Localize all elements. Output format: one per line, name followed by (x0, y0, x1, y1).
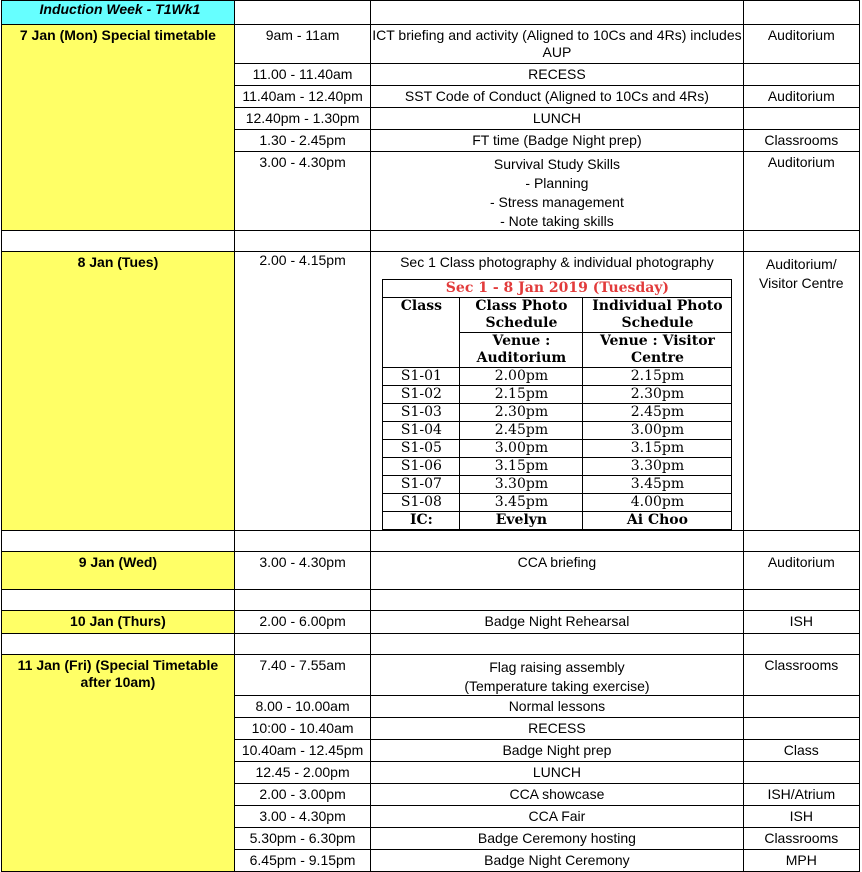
day-label-tue: 8 Jan (Tues) (2, 252, 235, 531)
activity-cell: Badge Night prep (371, 740, 743, 762)
venue-cell: Auditorium (743, 152, 859, 231)
venue-cell: Classrooms (743, 655, 859, 696)
time-cell: 2.00 - 4.15pm (234, 252, 370, 531)
time-cell: 10:00 - 10.40am (234, 718, 370, 740)
photo-col-class: Class (383, 298, 460, 368)
venue-cell: Auditorium (743, 552, 859, 590)
activity-line: - Note taking skills (500, 213, 614, 229)
activity-line: Survival Study Skills (493, 156, 620, 172)
time-cell: 8.00 - 10.00am (234, 696, 370, 718)
activity-cell: CCA briefing (371, 552, 743, 590)
day-label-mon: 7 Jan (Mon) Special timetable (2, 25, 235, 231)
venue-cell (743, 718, 859, 740)
photo-venue-individual: Venue : Visitor Centre (583, 333, 732, 368)
activity-cell: CCA showcase (371, 784, 743, 806)
time-cell: 9am - 11am (234, 25, 370, 64)
table-row (2, 252, 860, 531)
activity-line: - Stress management (490, 194, 624, 210)
photo-row: S1-06 3.15pm 3.30pm (383, 458, 732, 476)
venue-cell: ISH/Atrium (743, 784, 859, 806)
time-cell: 11.00 - 11.40am (234, 64, 370, 86)
header-row (2, 1, 860, 25)
photo-row: S1-01 2.00pm 2.15pm (383, 368, 732, 386)
day-label-wed: 9 Jan (Wed) (2, 552, 235, 590)
venue-cell: Auditorium/ Visitor Centre (743, 252, 859, 531)
activity-cell: ICT briefing and activity (Aligned to 10Cs and 4Rs) includes AUP (371, 25, 743, 64)
sheet-title: Induction Week - T1Wk1 (2, 1, 235, 25)
time-cell: 5.30pm - 6.30pm (234, 828, 370, 850)
photo-row: S1-03 2.30pm 2.45pm (383, 404, 732, 422)
photo-col-individual-photo: Individual Photo Schedule (583, 298, 732, 333)
activity-cell: RECESS (371, 64, 743, 86)
activity-cell: Badge Night Rehearsal (371, 611, 743, 634)
table-row (2, 655, 860, 696)
time-cell: 7.40 - 7.55am (234, 655, 370, 696)
time-cell: 12.45 - 2.00pm (234, 762, 370, 784)
empty-cell (743, 1, 859, 25)
activity-cell: LUNCH (371, 108, 743, 130)
time-cell: 1.30 - 2.45pm (234, 130, 370, 152)
photo-row: S1-04 2.45pm 3.00pm (383, 422, 732, 440)
induction-timetable (1, 0, 860, 872)
table-row (2, 611, 860, 634)
activity-cell: Normal lessons (371, 696, 743, 718)
venue-cell: Auditorium (743, 25, 859, 64)
time-cell: 3.00 - 4.30pm (234, 552, 370, 590)
time-cell: 2.00 - 3.00pm (234, 784, 370, 806)
photo-row: S1-08 3.45pm 4.00pm (383, 494, 732, 512)
time-cell: 6.45pm - 9.15pm (234, 850, 370, 872)
venue-cell (743, 64, 859, 86)
venue-cell: ISH (743, 611, 859, 634)
venue-cell (743, 762, 859, 784)
activity-cell: RECESS (371, 718, 743, 740)
activity-cell: Flag raising assembly (Temperature taking exercise) (371, 655, 743, 696)
spacer-row (2, 531, 860, 552)
venue-cell: Classrooms (743, 828, 859, 850)
activity-cell: LUNCH (371, 762, 743, 784)
activity-cell: SST Code of Conduct (Aligned to 10Cs and 4Rs) (371, 86, 743, 108)
spacer-row (2, 590, 860, 611)
activity-cell: CCA Fair (371, 806, 743, 828)
empty-cell (234, 1, 370, 25)
spacer-row (2, 634, 860, 655)
photo-col-class-photo: Class Photo Schedule (460, 298, 583, 333)
photo-venue-class: Venue : Auditorium (460, 333, 583, 368)
venue-cell: Class (743, 740, 859, 762)
photo-row: S1-02 2.15pm 2.30pm (383, 386, 732, 404)
time-cell: 3.00 - 4.30pm (234, 152, 370, 231)
day-label-fri: 11 Jan (Fri) (Special Timetable after 10am) (2, 655, 235, 872)
photo-ic-row: IC: Evelyn Ai Choo (383, 512, 732, 530)
photo-schedule-image (382, 279, 731, 530)
photo-row: S1-07 3.30pm 3.45pm (383, 476, 732, 494)
time-cell: 2.00 - 6.00pm (234, 611, 370, 634)
time-cell: 10.40am - 12.45pm (234, 740, 370, 762)
venue-cell: Classrooms (743, 130, 859, 152)
time-cell: 12.40pm - 1.30pm (234, 108, 370, 130)
activity-cell (371, 252, 743, 531)
activity-cell (371, 152, 743, 231)
time-cell: 3.00 - 4.30pm (234, 806, 370, 828)
venue-cell (743, 696, 859, 718)
venue-cell (743, 108, 859, 130)
venue-cell: ISH (743, 806, 859, 828)
table-row (2, 25, 860, 64)
photo-row: S1-05 3.00pm 3.15pm (383, 440, 732, 458)
time-cell: 11.40am - 12.40pm (234, 86, 370, 108)
table-row (2, 552, 860, 590)
activity-cell: FT time (Badge Night prep) (371, 130, 743, 152)
activity-cell: Badge Night Ceremony (371, 850, 743, 872)
day-label-thu: 10 Jan (Thurs) (2, 611, 235, 634)
venue-cell: Auditorium (743, 86, 859, 108)
activity-line: - Planning (525, 175, 589, 191)
empty-cell (371, 1, 743, 25)
activity-text: Sec 1 Class photography & individual photography (400, 254, 714, 270)
photo-schedule-title: Sec 1 - 8 Jan 2019 (Tuesday) (383, 280, 732, 298)
activity-cell: Badge Ceremony hosting (371, 828, 743, 850)
venue-cell: MPH (743, 850, 859, 872)
spacer-row (2, 231, 860, 252)
